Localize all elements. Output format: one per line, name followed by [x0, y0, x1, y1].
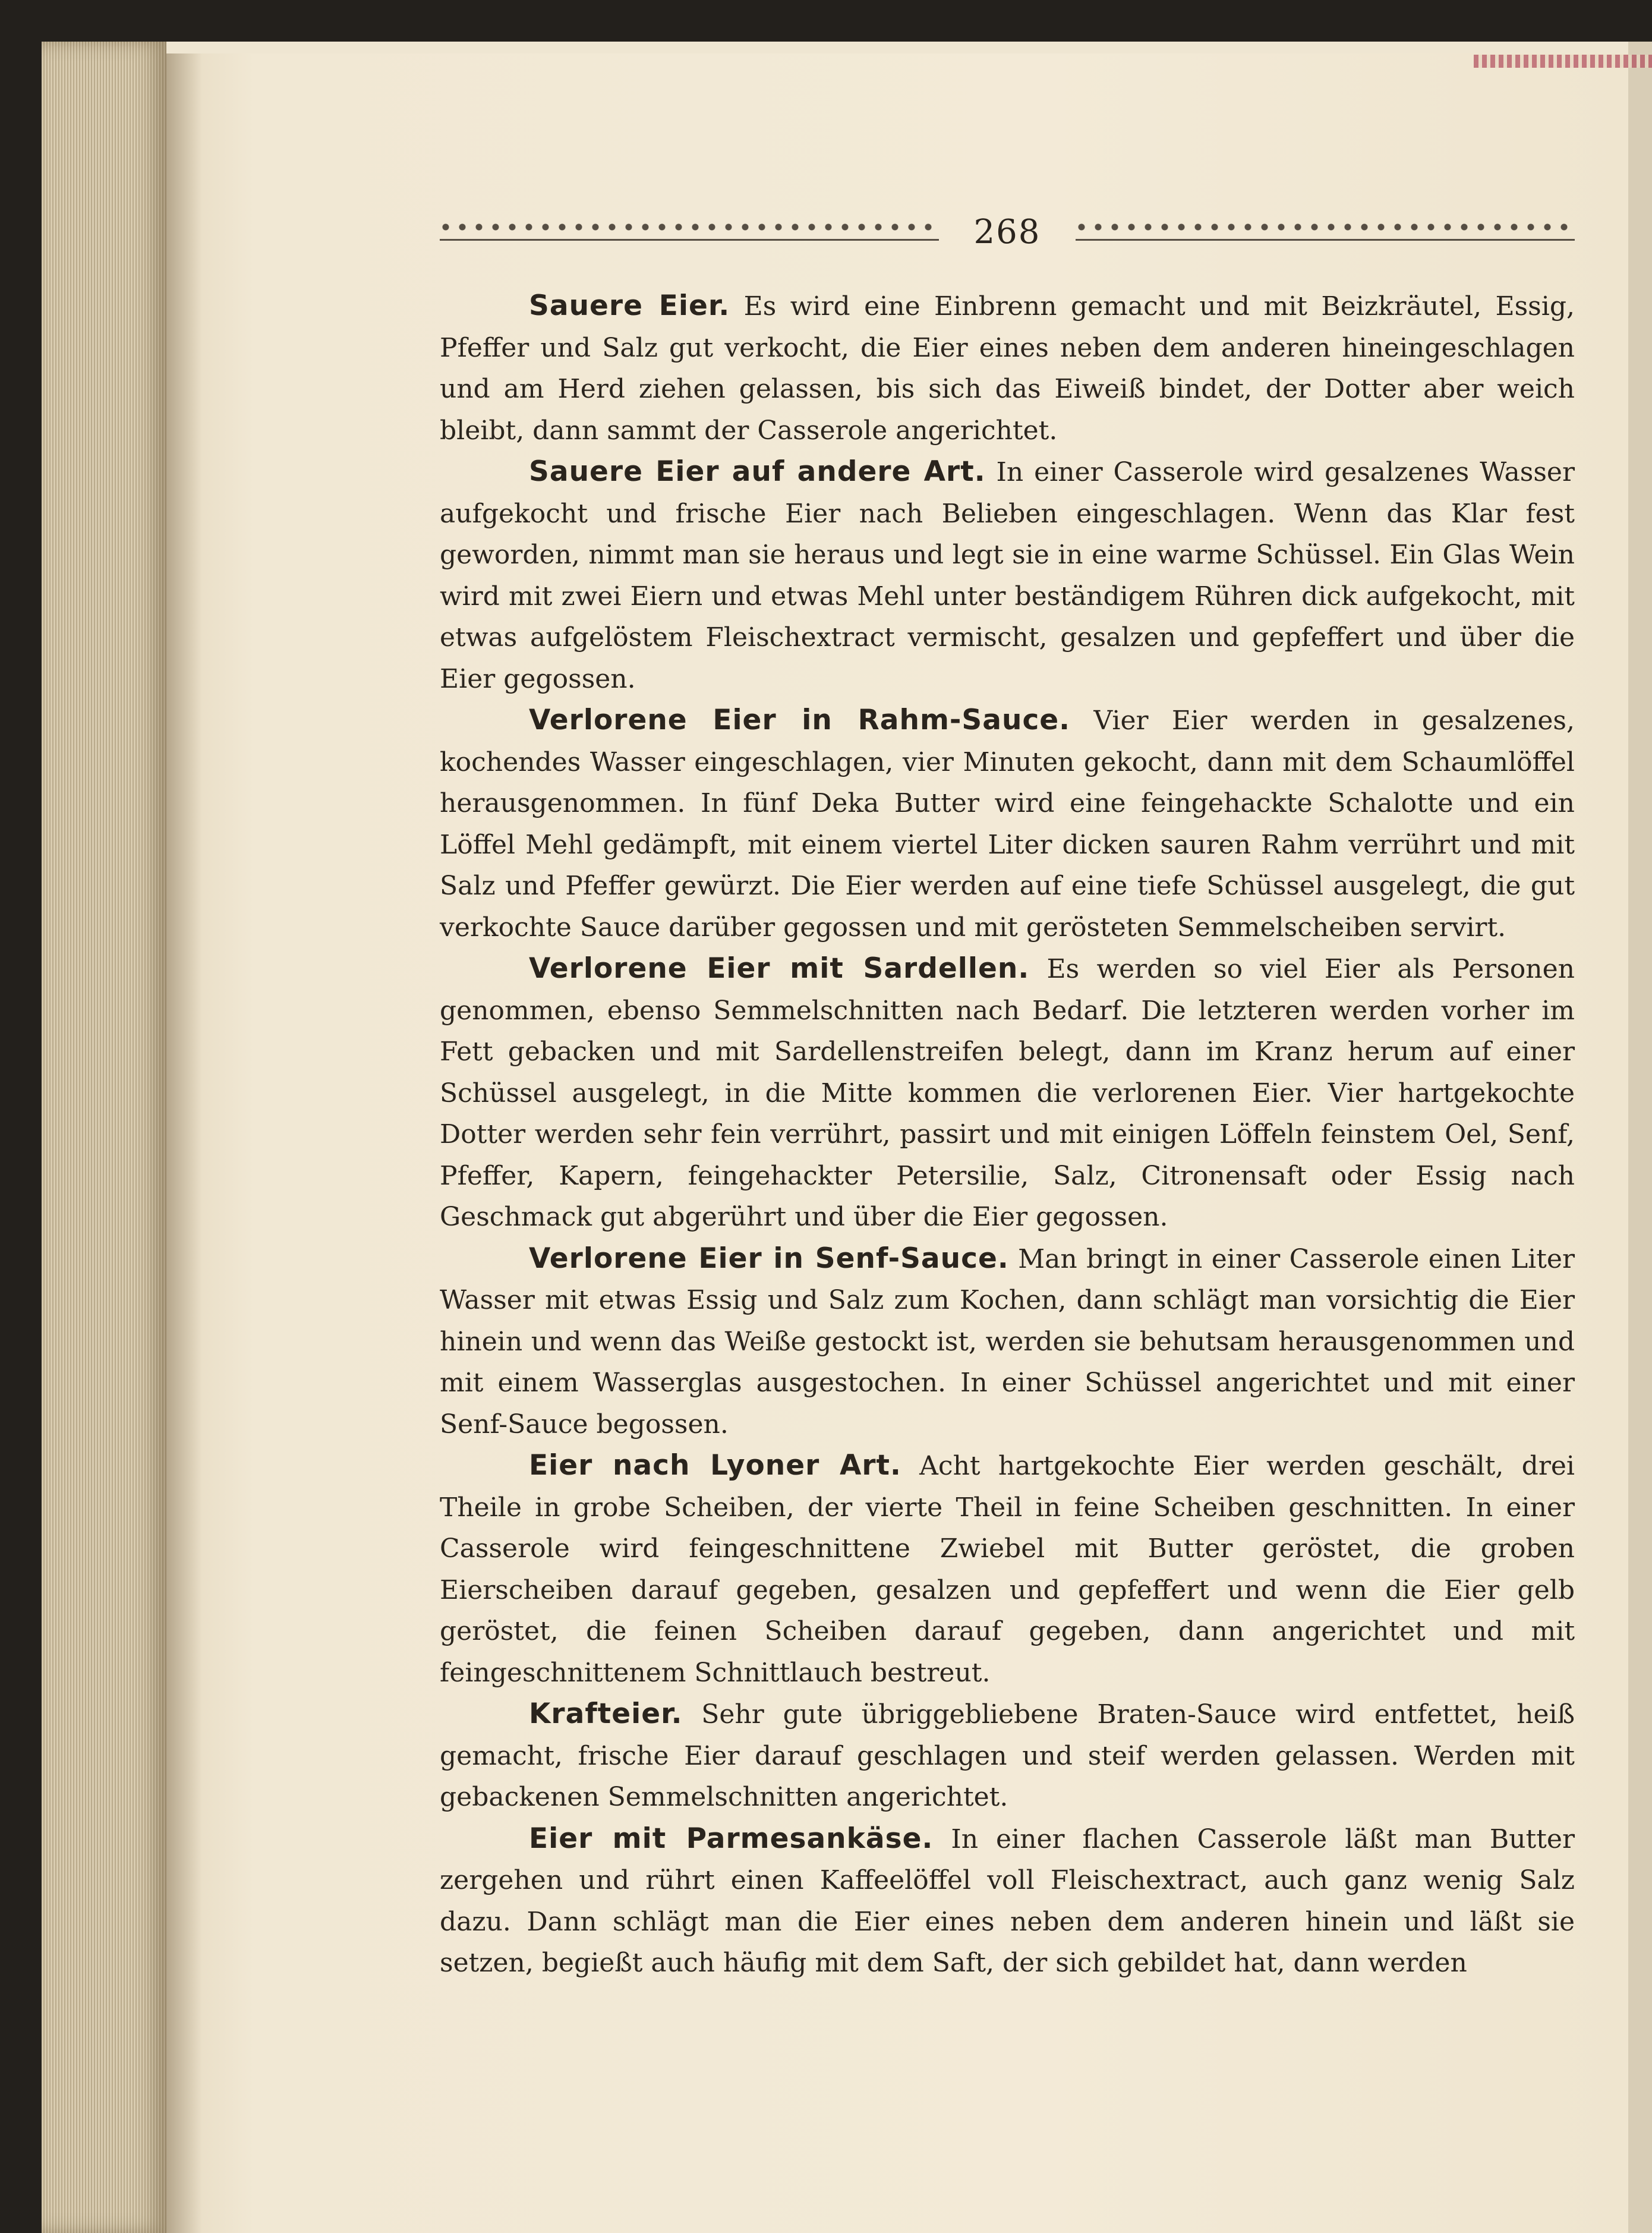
recipe-entry [440, 1818, 1575, 1984]
facing-page-edge [1628, 42, 1652, 2233]
recipe-entry [440, 700, 1575, 948]
gutter-shadow [166, 53, 202, 2233]
header-ornament-left [440, 221, 939, 242]
recipe-text [440, 285, 1575, 1984]
recipe-entry [440, 285, 1575, 451]
recipe-body: In einer flachen Casserole läßt man Butter zergehen und rührt einen Kaffeelöffel voll Fleischextract, auch ganz wenig Salz dazu. Dann schlägt man die Eier eines neben dem anderen hinein und läßt sie setzen, begießt auch häufig mit dem Saft, der sich gebildet hat, dann werden [440, 1823, 1575, 1978]
recipe-body: Acht hartgekochte Eier werden geschält, drei Theile in grobe Scheiben, der vierte Theil in feine Scheiben geschnitten. In einer Casserole wird feingeschnittene Zwiebel mit Butter geröstet, die groben Eierscheiben darauf gegeben, gesalzen und gepfeffert und wenn die Eier gelb geröstet, die feinen Scheiben darauf gegeben, dann angerichtet und mit feingeschnittenem Schnittlauch bestreut. [440, 1451, 1575, 1688]
recipe-title: Verlorene Eier in Senf-Sauce. [529, 1242, 1009, 1275]
page-edges [42, 42, 166, 2233]
recipe-body: Vier Eier werden in gesalzenes, kochendes Wasser eingeschlagen, vier Minuten gekocht, dann mit dem Schaumlöffel herausgenommen. In fünf Deka Butter wird eine feingehackte Schalotte und ein Löffel Mehl gedämpft, mit einem viertel Liter dicken sauren Rahm verrührt und mit Salz und Pfeffer gewürzt. Die Eier werden auf eine tiefe Schüssel ausgelegt, die gut verkochte Sauce darüber gegossen und mit gerösteten Semmelscheiben servirt. [440, 706, 1575, 943]
recipe-body: Sehr gute übriggebliebene Braten-Sauce wird entfettet, heiß gemacht, frische Eier darauf geschlagen und steif werden gelassen. Werden mit gebackenen Semmelschnitten angerichtet. [440, 1699, 1575, 1812]
recipe-title: Eier nach Lyoner Art. [529, 1449, 901, 1482]
recipe-entry [440, 1238, 1575, 1445]
recipe-title: Eier mit Parmesankäse. [529, 1822, 934, 1855]
recipe-title: Verlorene Eier mit Sardellen. [529, 952, 1030, 985]
recipe-body: Es wird eine Einbrenn gemacht und mit Beizkräutel, Essig, Pfeffer und Salz gut verkocht, die Eier eines neben dem anderen hineingeschlagen und am Herd ziehen gelassen, bis sich das Eiweiß bindet, der Dotter aber weich bleibt, dann sammt der Casserole angerichtet. [440, 291, 1575, 446]
recipe-title: Krafteier. [529, 1697, 683, 1730]
recipe-entry [440, 451, 1575, 700]
recipe-body: Es werden so viel Eier als Personen genommen, ebenso Semmelschnitten nach Bedarf. Die letzteren werden vorher im Fett gebacken und mit Sardellenstreifen belegt, dann im Kranz herum auf einer Schüssel ausgelegt, in die Mitte kommen die verlorenen Eier. Vier hartgekochte Dotter werden sehr fein verrührt, passirt und mit einigen Löffeln feinstem Oel, Senf, Pfeffer, Kapern, feingehackter Petersilie, Salz, Citronensaft oder Essig nach Geschmack gut abgerührt und über die Eier gegossen. [440, 954, 1575, 1232]
recipe-entry [440, 1445, 1575, 1693]
bookmark-ribbon [1474, 55, 1652, 68]
recipe-title: Sauere Eier auf andere Art. [529, 455, 986, 488]
recipe-title: Verlorene Eier in Rahm-Sauce. [529, 704, 1071, 736]
recipe-title: Sauere Eier. [529, 289, 730, 322]
page-number: 268 [973, 212, 1041, 251]
header-ornament-right [1076, 221, 1575, 242]
running-header [440, 208, 1575, 256]
recipe-entry [440, 948, 1575, 1238]
recipe-entry [440, 1693, 1575, 1818]
recipe-body: In einer Casserole wird gesalzenes Wasser aufgekocht und frische Eier nach Belieben eingeschlagen. Wenn das Klar fest geworden, nimmt man sie heraus und legt sie in eine warme Schüssel. Ein Glas Wein wird mit zwei Eiern und etwas Mehl unter beständigem Rühren dick aufgekocht, mit etwas aufgelöstem Fleischextract vermischt, gesalzen und gepfeffert und über die Eier gegossen. [440, 457, 1575, 694]
recipe-body: Man bringt in einer Casserole einen Liter Wasser mit etwas Essig und Salz zum Kochen, dann schlägt man vorsichtig die Eier hinein und wenn das Weiße gestockt ist, werden sie behutsam herausgenommen und mit einem Wasserglas ausgestochen. In einer Schüssel angerichtet und mit einer Senf-Sauce begossen. [440, 1243, 1575, 1440]
